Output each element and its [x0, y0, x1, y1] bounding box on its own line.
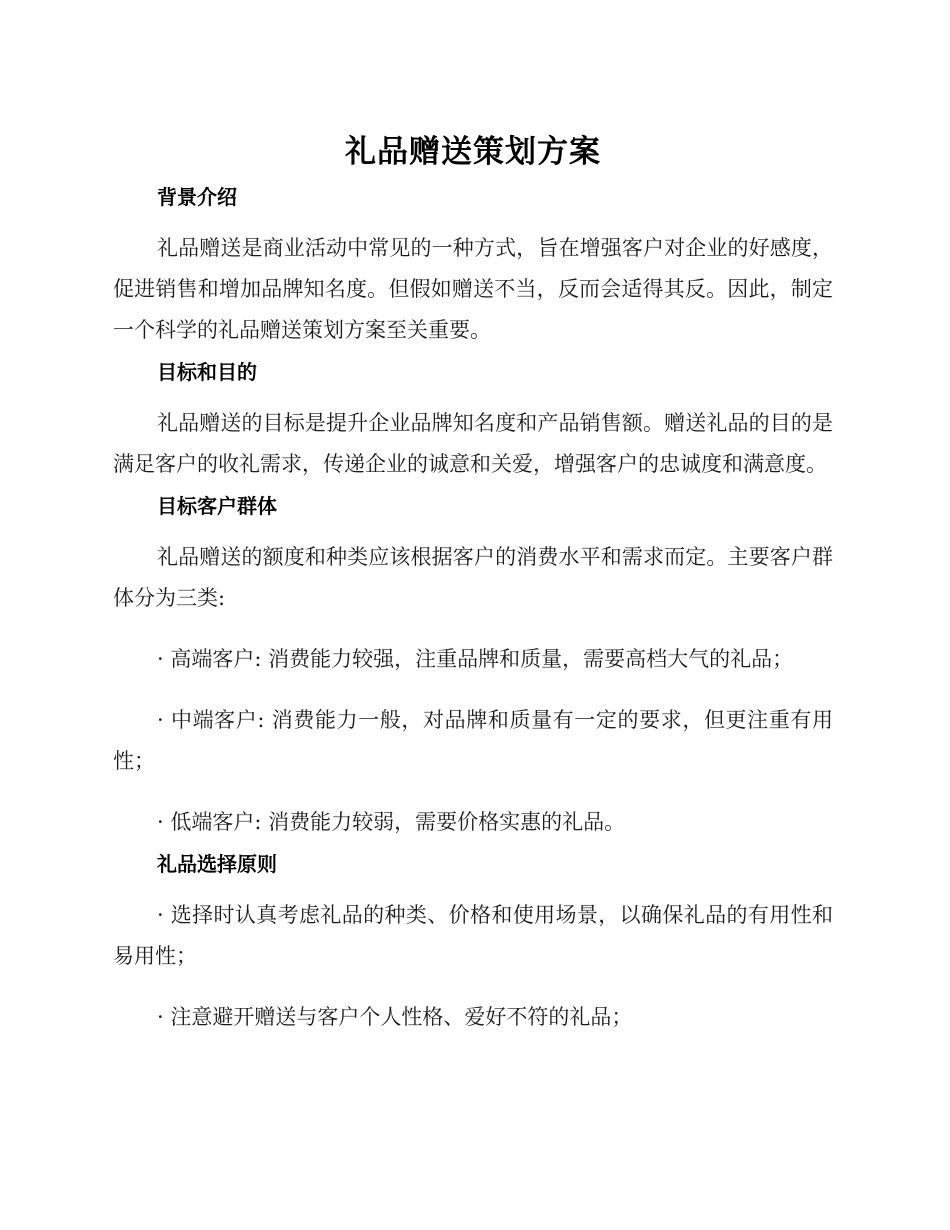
- list-item: · 中端客户: 消费能力一般，对品牌和质量有一定的要求，但更注重有用性；: [113, 708, 833, 773]
- section-heading: 背景介绍: [157, 185, 237, 209]
- document-title: 礼品赠送策划方案: [345, 134, 601, 170]
- list-item: · 选择时认真考虑礼品的种类、价格和使用场景，以确保礼品的有用性和易用性；: [113, 903, 833, 968]
- section-heading: 礼品选择原则: [157, 852, 277, 876]
- section-paragraph: 礼品赠送的目标是提升企业品牌知名度和产品销售额。赠送礼品的目的是满足客户的收礼需求，传递企业的诚意和关爱，增强客户的忠诚度和满意度。: [113, 411, 833, 476]
- section-heading: 目标和目的: [157, 360, 257, 384]
- list-item: · 高端客户: 消费能力较强，注重品牌和质量，需要高档大气的礼品；: [157, 647, 794, 671]
- section-background: [113, 182, 833, 351]
- section-paragraph: 礼品赠送的额度和种类应该根据客户的消费水平和需求而定。主要客户群体分为三类:: [113, 545, 833, 610]
- section-gift-principles: [113, 849, 833, 1038]
- document-page: [113, 128, 833, 1038]
- list-item: · 低端客户: 消费能力较弱，需要价格实惠的礼品。: [157, 810, 626, 834]
- list-item: · 注意避开赠送与客户个人性格、爱好不符的礼品；: [157, 1005, 633, 1029]
- section-goals: [113, 357, 833, 485]
- section-target-customers: [113, 491, 833, 843]
- section-heading: 目标客户群体: [157, 494, 277, 518]
- section-paragraph: 礼品赠送是商业活动中常见的一种方式，旨在增强客户对企业的好感度，促进销售和增加品牌知名度。但假如赠送不当，反而会适得其反。因此，制定一个科学的礼品赠送策划方案至关重要。: [113, 236, 833, 342]
